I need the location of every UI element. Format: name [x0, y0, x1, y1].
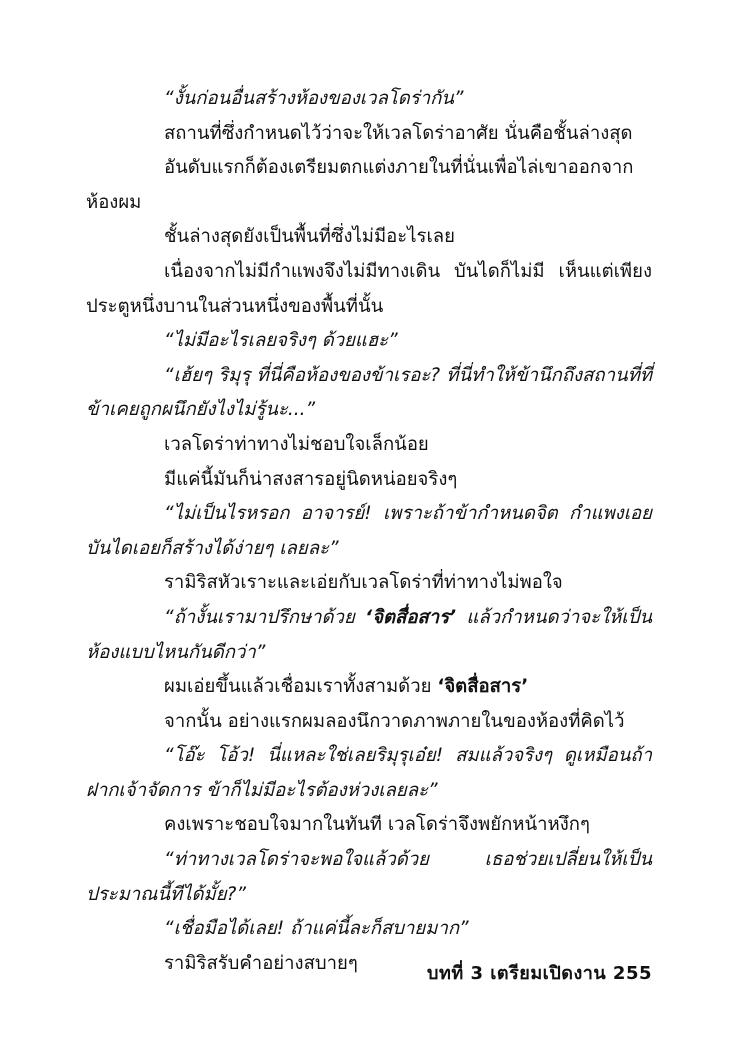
text-run: ผมเอ่ยขึ้นแล้วเชื่อมเราทั้งสามด้วย [164, 676, 438, 698]
paragraph [86, 255, 652, 324]
text-run: “เฮ้ยๆ ริมุรุ ที่นี่คือห้องของข้าเรอะ? ที่นี่ทำให้ข้านึกถึงสถานที่ที่ข้าเคยถูกผนึกยังไงไม่รู้นะ...” [86, 364, 652, 421]
paragraph [86, 912, 652, 947]
text-run: “งั้นก่อนอื่นสร้างห้องของเวลโดร่ากัน” [164, 88, 464, 109]
text-run: รามิริสรับคำอย่างสบายๆ [164, 952, 358, 974]
paragraph [86, 117, 652, 152]
paragraph [86, 739, 652, 808]
text-run: รามิริสหัวเราะและเอ่ยกับเวลโดร่าที่ท่าทางไม่พอใจ [164, 572, 563, 594]
text-run: “ถ้างั้นเรามาปรึกษาด้วย [164, 606, 366, 628]
text-run: ชั้นล่างสุดยังเป็นพื้นที่ซึ่งไม่มีอะไรเลย [164, 226, 455, 248]
text-run: “โอ๊ะ โอ้ว! นี่แหละใช่เลยริมุรุเอ๋ย! สมแล้วจริงๆ ดูเหมือนถ้าฝากเจ้าจัดการ ข้าก็ไม่มีอะไรต้องห่วงเลยละ” [86, 745, 652, 801]
text-run: “ไม่มีอะไรเลยจริงๆ ด้วยแฮะ” [164, 330, 398, 352]
paragraph [86, 808, 652, 843]
paragraph [86, 566, 652, 601]
paragraph [86, 497, 652, 566]
text-run: อันดับแรกก็ต้องเตรียมตกแต่งภายในที่นั่นเพื่อไล่เขาออกจากห้องผม [86, 157, 634, 213]
page-footer: บทที่ 3 เตรียมเปิดงาน 255 [427, 963, 652, 984]
text-run: คงเพราะชอบใจมากในทันที เวลโดร่าจึงพยักหน้าหงึกๆ [164, 814, 590, 836]
text-run: “ไม่เป็นไรหรอก อาจารย์! เพราะถ้าข้ากำหนดจิต กำแพงเอย บันไดเอยก็สร้างได้ง่ายๆ เลยละ” [86, 503, 652, 559]
paragraph [86, 151, 652, 220]
paragraph [86, 220, 652, 255]
text-run: เวลโดร่าท่าทางไม่ชอบใจเล็กน้อย [164, 433, 429, 455]
paragraph [86, 428, 652, 463]
paragraph [86, 705, 652, 740]
paragraph [86, 359, 652, 428]
body-text [86, 82, 652, 981]
text-run: แล้วกำหนดว่าจะให้เป็นห้องแบบไหนกันดีกว่า” [86, 606, 653, 663]
text-run: เนื่องจากไม่มีกำแพงจึงไม่มีทางเดิน บันไดก็ไม่มี เห็นแต่เพียงประตูหนึ่งบานในส่วนหนึ่งของพื้นที่นั้น [86, 260, 652, 317]
text-run: “เชื่อมือได้เลย! ถ้าแค่นี้ละก็สบายมาก” [164, 918, 469, 940]
paragraph [86, 601, 652, 670]
text-run: จากนั้น อย่างแรกผมลองนึกวาดภาพภายในของห้องที่คิดไว้ [164, 710, 625, 732]
paragraph [86, 82, 652, 117]
bold-term: ‘จิตสื่อสาร’ [437, 676, 529, 698]
paragraph [86, 843, 652, 912]
text-run: สถานที่ซึ่งกำหนดไว้ว่าจะให้เวลโดร่าอาศัย นั่นคือชั้นล่างสุด [164, 122, 633, 144]
paragraph [86, 324, 652, 359]
paragraph [86, 670, 652, 705]
bold-term: ‘จิตสื่อสาร’ [365, 606, 457, 628]
text-run: “ท่าทางเวลโดร่าจะพอใจแล้วด้วย เธอช่วยเปลี่ยนให้เป็นประมาณนี้ทีได้มั้ย?” [86, 849, 652, 905]
text-run: มีแค่นี้มันก็น่าสงสารอยู่นิดหน่อยจริงๆ [164, 468, 458, 490]
paragraph [86, 463, 652, 498]
